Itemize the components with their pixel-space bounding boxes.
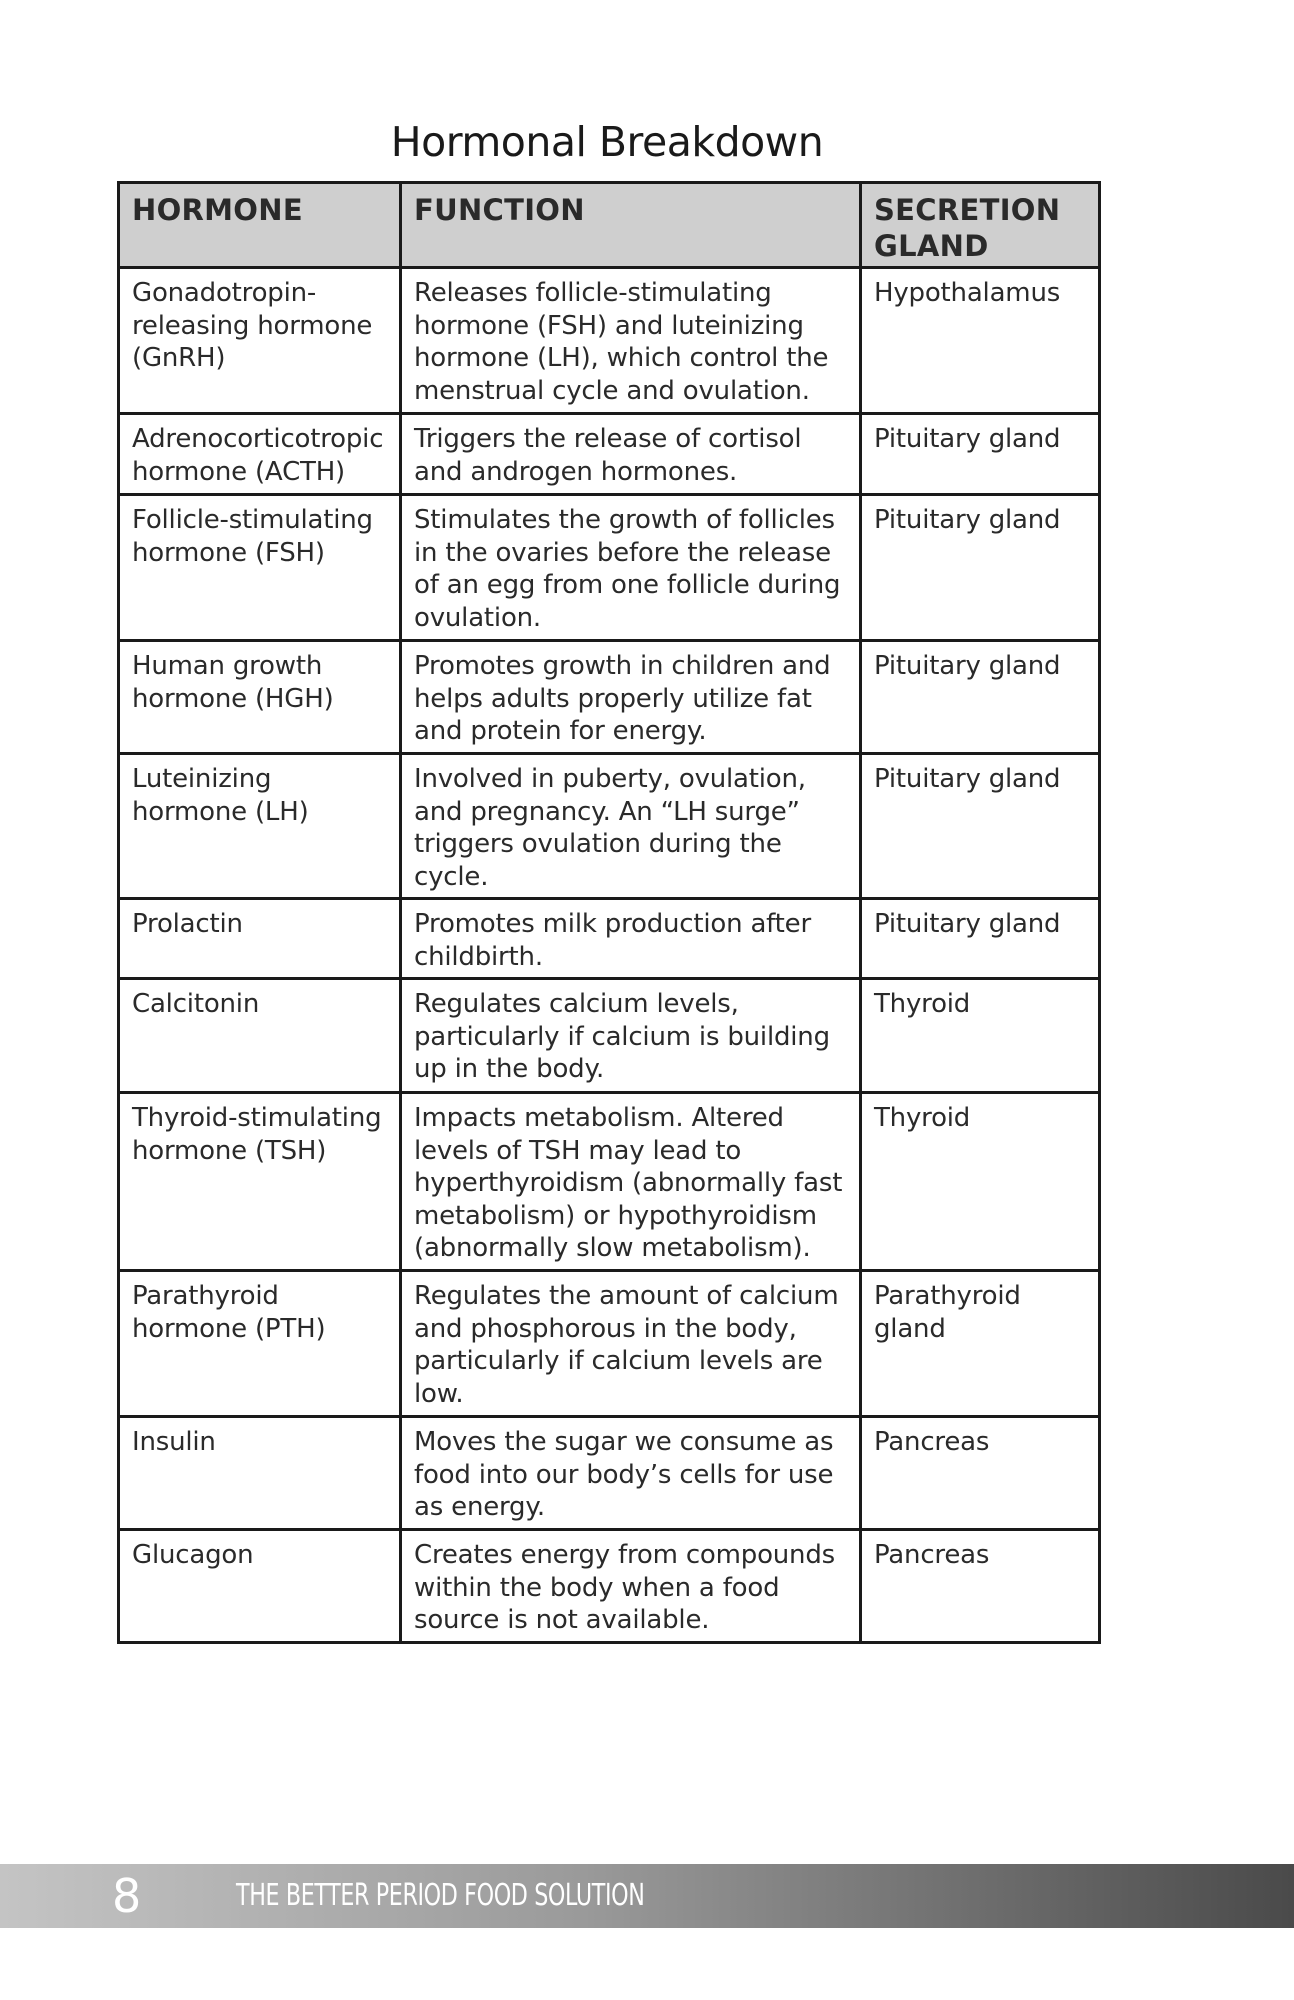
table-header-row — [119, 183, 1100, 268]
cell-gland: Pituitary gland — [861, 414, 1100, 495]
table-row — [119, 979, 1100, 1093]
cell-gland: Pancreas — [861, 1530, 1100, 1643]
cell-function: Promotes milk production after childbirth. — [401, 899, 861, 979]
cell-hormone: Adrenocorticotropic hormone (ACTH) — [119, 414, 401, 495]
cell-gland: Thyroid — [861, 1093, 1100, 1271]
cell-hormone: Insulin — [119, 1417, 401, 1530]
header-function: FUNCTION — [401, 183, 861, 268]
table-row — [119, 495, 1100, 641]
cell-function: Regulates the amount of calcium and phosphorous in the body, particularly if calcium levels are low. — [401, 1271, 861, 1417]
table-row — [119, 268, 1100, 414]
table-row — [119, 754, 1100, 899]
cell-gland: Pituitary gland — [861, 754, 1100, 899]
header-secretion-gland: SECRETION GLAND — [861, 183, 1100, 268]
cell-hormone: Gonadotropin-releasing hormone (GnRH) — [119, 268, 401, 414]
cell-hormone: Parathyroid hormone (PTH) — [119, 1271, 401, 1417]
cell-function: Creates energy from compounds within the body when a food source is not available. — [401, 1530, 861, 1643]
footer-bar — [0, 1864, 1294, 1928]
cell-function: Promotes growth in children and helps adults properly utilize fat and protein for energy. — [401, 641, 861, 754]
table-row — [119, 1271, 1100, 1417]
cell-function: Impacts metabolism. Altered levels of TSH may lead to hyperthyroidism (abnormally fast metabolism) or hypothyroidism (abnormally slow metabolism). — [401, 1093, 861, 1271]
cell-hormone: Thyroid-stimulating hormone (TSH) — [119, 1093, 401, 1271]
table-row — [119, 1530, 1100, 1643]
cell-function: Stimulates the growth of follicles in the ovaries before the release of an egg from one follicle during ovulation. — [401, 495, 861, 641]
cell-gland: Parathyroid gland — [861, 1271, 1100, 1417]
cell-gland: Pituitary gland — [861, 641, 1100, 754]
cell-hormone: Human growth hormone (HGH) — [119, 641, 401, 754]
cell-hormone: Glucagon — [119, 1530, 401, 1643]
cell-function: Involved in puberty, ovulation, and pregnancy. An “LH surge” triggers ovulation during the cycle. — [401, 754, 861, 899]
cell-gland: Pituitary gland — [861, 899, 1100, 979]
cell-hormone: Follicle-stimulating hormone (FSH) — [119, 495, 401, 641]
table-row — [119, 899, 1100, 979]
cell-function: Triggers the release of cortisol and androgen hormones. — [401, 414, 861, 495]
table-row — [119, 1093, 1100, 1271]
page-title: Hormonal Breakdown — [390, 118, 824, 166]
cell-function: Regulates calcium levels, particularly if calcium is building up in the body. — [401, 979, 861, 1093]
table-row — [119, 641, 1100, 754]
cell-hormone: Luteinizing hormone (LH) — [119, 754, 401, 899]
hormone-table — [117, 181, 1101, 1644]
cell-gland: Thyroid — [861, 979, 1100, 1093]
book-title: THE BETTER PERIOD FOOD SOLUTION — [236, 1878, 645, 1913]
page-number: 8 — [112, 1869, 142, 1923]
header-hormone: HORMONE — [119, 183, 401, 268]
hormone-table-container — [117, 181, 1098, 1644]
table-row — [119, 414, 1100, 495]
cell-hormone: Calcitonin — [119, 979, 401, 1093]
table-row — [119, 1417, 1100, 1530]
cell-function: Releases follicle-stimulating hormone (FSH) and luteinizing hormone (LH), which control the menstrual cycle and ovulation. — [401, 268, 861, 414]
cell-gland: Pancreas — [861, 1417, 1100, 1530]
cell-gland: Hypothalamus — [861, 268, 1100, 414]
cell-function: Moves the sugar we consume as food into our body’s cells for use as energy. — [401, 1417, 861, 1530]
cell-gland: Pituitary gland — [861, 495, 1100, 641]
cell-hormone: Prolactin — [119, 899, 401, 979]
